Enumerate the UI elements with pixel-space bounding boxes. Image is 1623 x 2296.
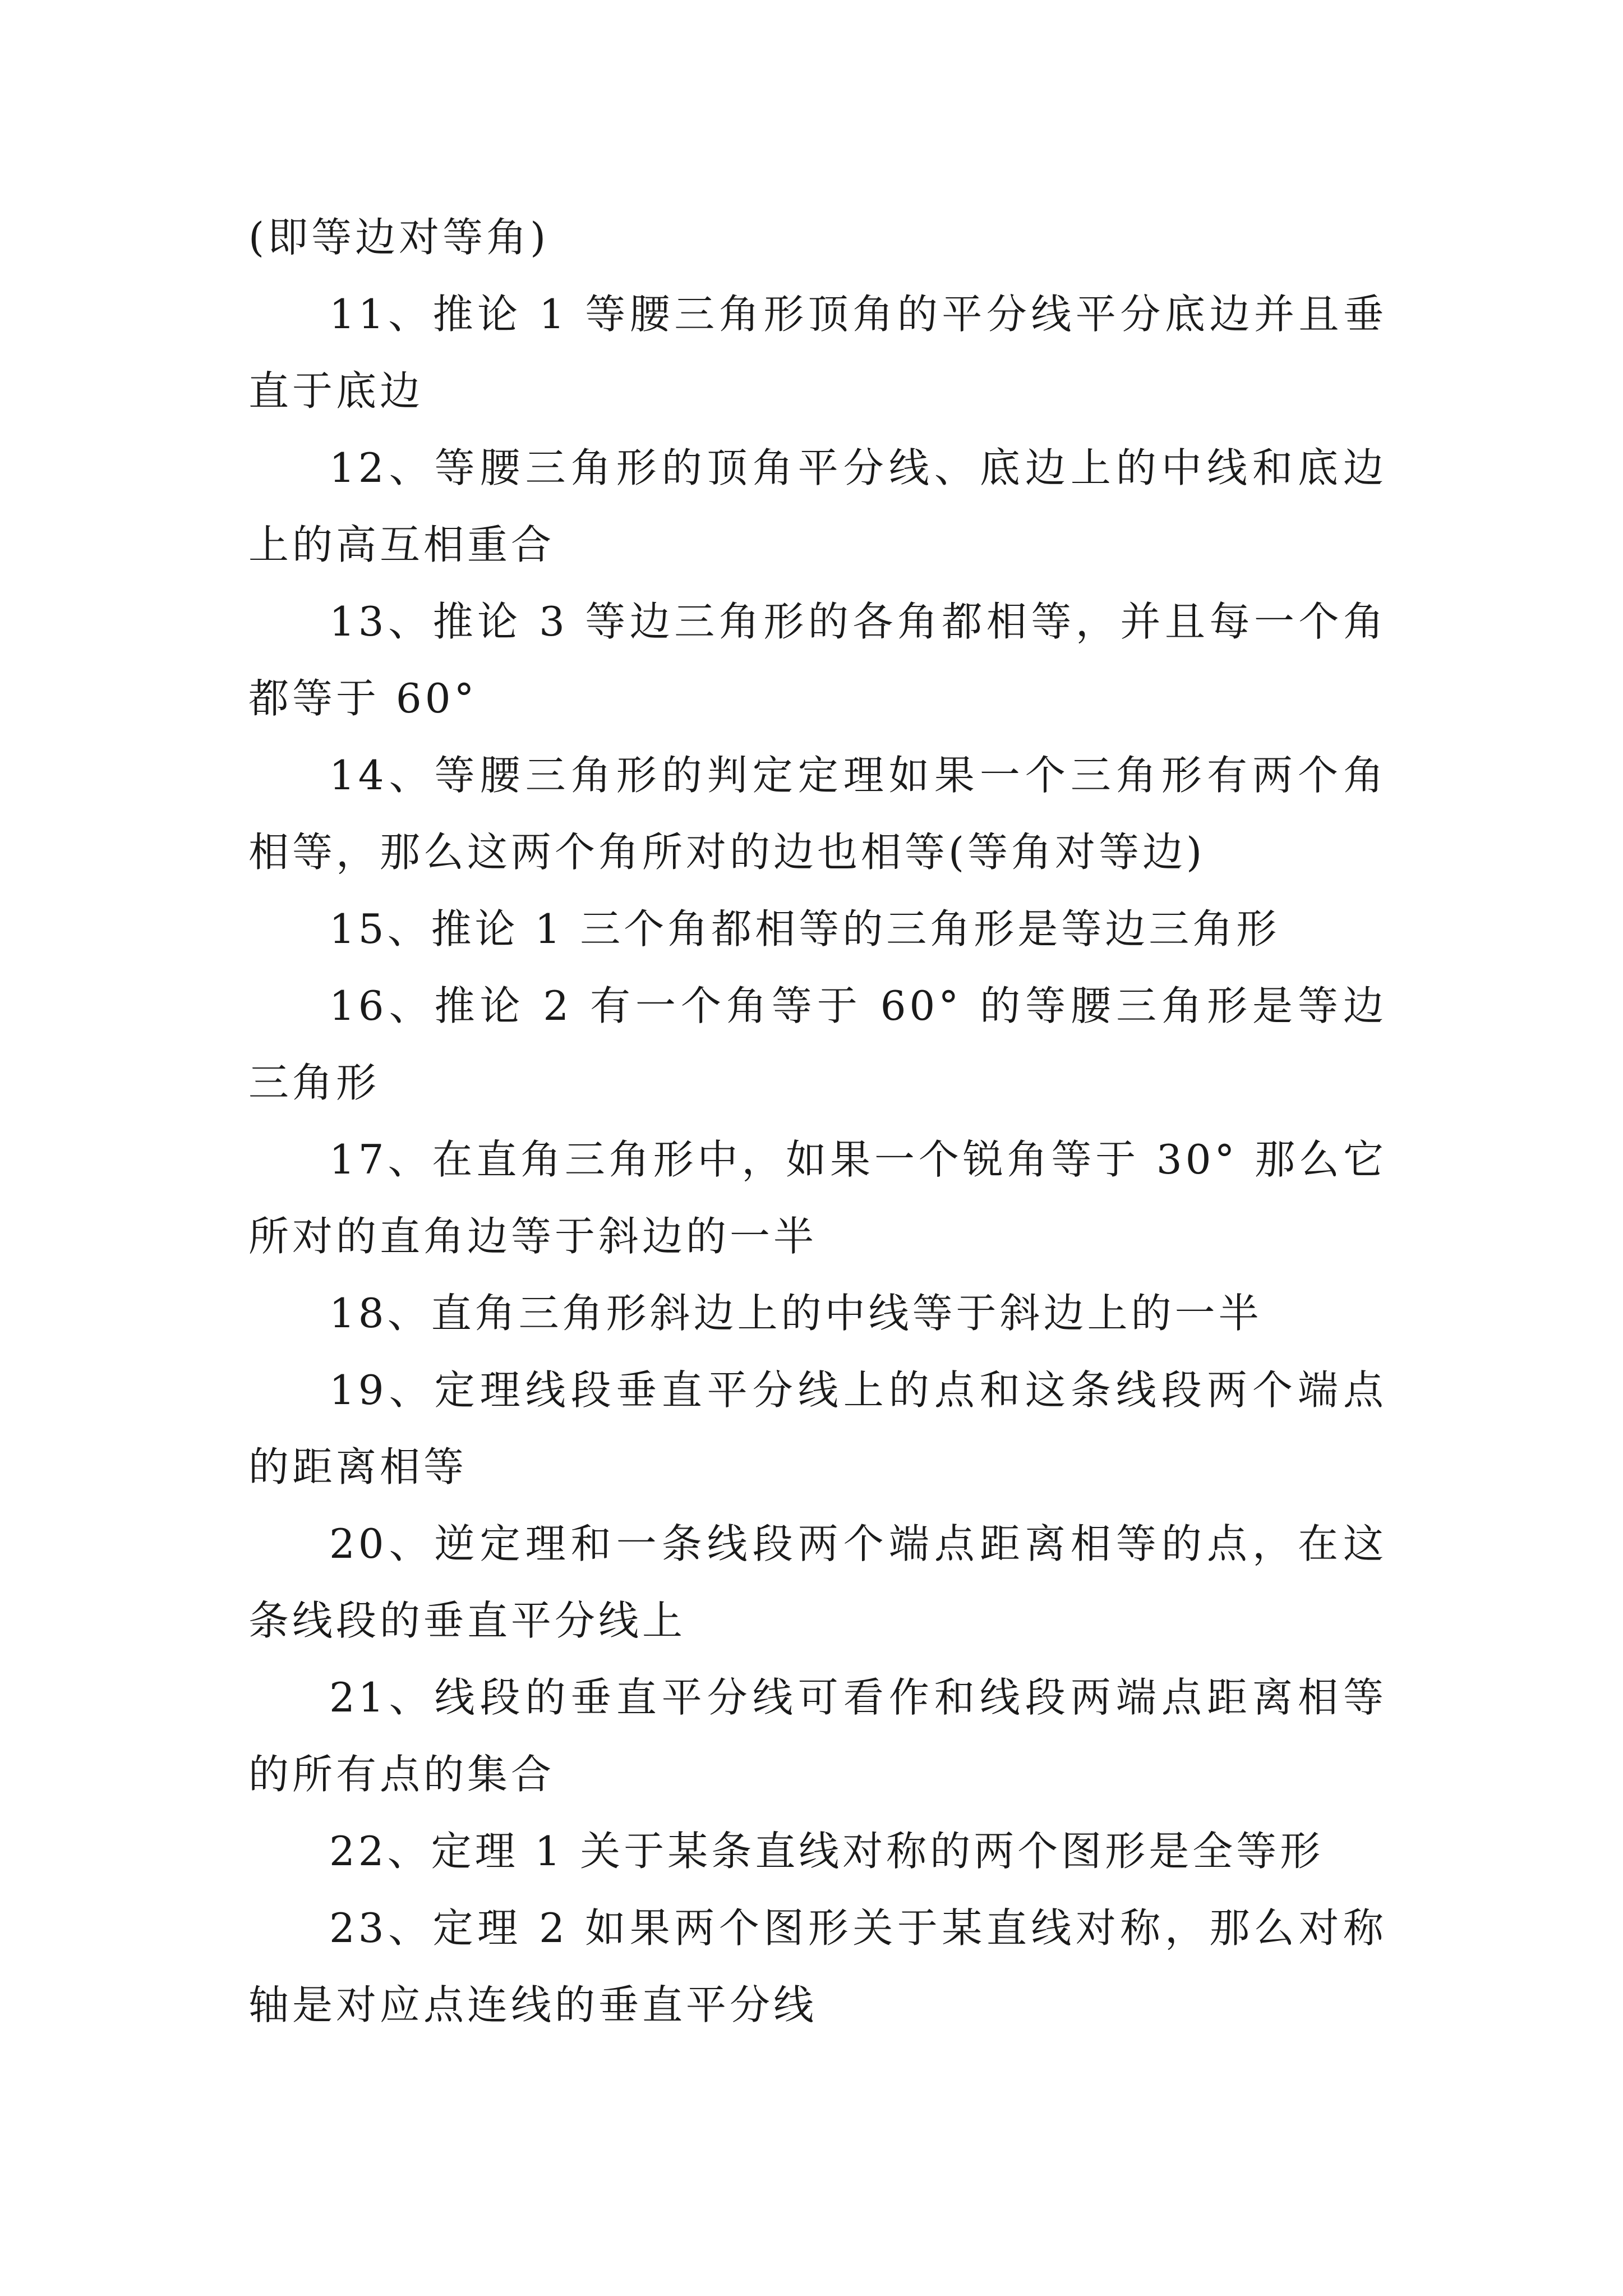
paragraph-22: 22、定理 1 关于某条直线对称的两个图形是全等形 bbox=[329, 1828, 1324, 1875]
paragraph-21: 21、线段的垂直平分线可看作和线段两端点距离相等的所有点的集合 bbox=[248, 1674, 1387, 1798]
document-body bbox=[248, 199, 1387, 2044]
paragraph-13: 13、推论 3 等边三角形的各角都相等，并且每一个角都等于 60° bbox=[248, 598, 1387, 722]
paragraph-20: 20、逆定理和一条线段两个端点距离相等的点，在这条线段的垂直平分线上 bbox=[248, 1520, 1387, 1644]
paragraph-16: 16、推论 2 有一个角等于 60° 的等腰三角形是等边三角形 bbox=[248, 982, 1387, 1106]
paragraph-14: 14、等腰三角形的判定定理如果一个三角形有两个角相等，那么这两个角所对的边也相等(等角对等边) bbox=[248, 752, 1387, 876]
paragraph-17: 17、在直角三角形中，如果一个锐角等于 30° 那么它所对的直角边等于斜边的一半 bbox=[248, 1136, 1387, 1260]
paragraph-18: 18、直角三角形斜边上的中线等于斜边上的一半 bbox=[329, 1290, 1262, 1337]
paragraph-12: 12、等腰三角形的顶角平分线、底边上的中线和底边上的高互相重合 bbox=[248, 444, 1387, 568]
paragraph-19: 19、定理线段垂直平分线上的点和这条线段两个端点的距离相等 bbox=[248, 1366, 1387, 1490]
paragraph-continuation: (即等边对等角) bbox=[248, 214, 550, 261]
paragraph-15: 15、推论 1 三个角都相等的三角形是等边三角形 bbox=[329, 905, 1280, 953]
paragraph-23: 23、定理 2 如果两个图形关于某直线对称，那么对称轴是对应点连线的垂直平分线 bbox=[248, 1904, 1387, 2028]
paragraph-11: 11、推论 1 等腰三角形顶角的平分线平分底边并且垂直于底边 bbox=[248, 291, 1387, 415]
